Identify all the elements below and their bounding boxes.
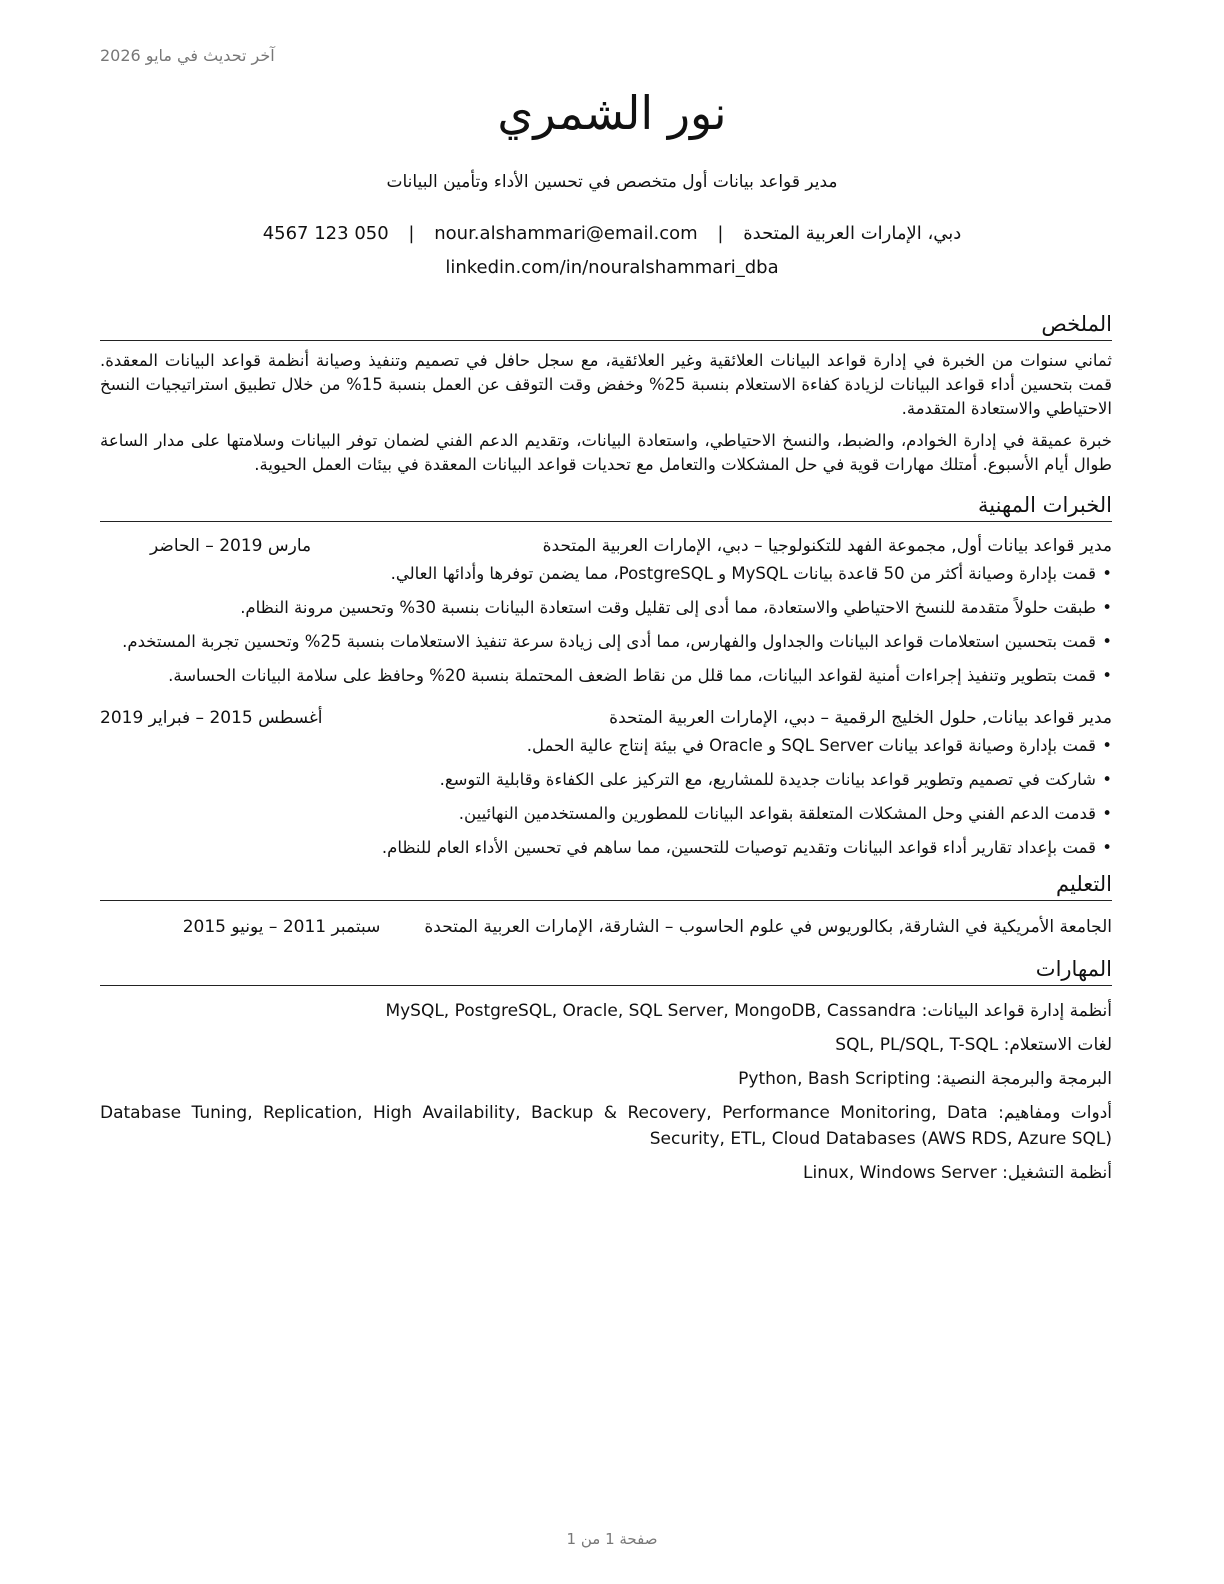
skill-row — [100, 1066, 1112, 1092]
skill-label: أدوات ومفاهيم: — [998, 1103, 1112, 1123]
skill-label: لغات الاستعلام: — [1003, 1035, 1112, 1055]
education-section — [100, 870, 1112, 939]
job-dates: أغسطس 2015 – فبراير 2019 — [100, 708, 323, 728]
contact-location: دبي، الإمارات العربية المتحدة — [743, 223, 962, 244]
skill-value: MySQL, PostgreSQL, Oracle, SQL Server, MongoDB, Cassandra — [385, 1001, 917, 1021]
skill-row — [100, 998, 1112, 1024]
education-degree: الجامعة الأمريكية في الشارقة, بكالوريوس في علوم الحاسوب – الشارقة، الإمارات العربية المتحدة — [424, 917, 1112, 937]
job-title: مدير قواعد بيانات أول, مجموعة الفهد للتكنولوجيا – دبي، الإمارات العربية المتحدة — [542, 536, 1112, 556]
job-bullets — [100, 734, 1112, 860]
contact-line — [0, 223, 1224, 244]
summary-paragraph: خبرة عميقة في إدارة الخوادم، والضبط، والنسخ الاحتياطي، واستعادة البيانات، وتقديم الدعم الفني لضمان توفر البيانات وسلامتها على مدار الساعة طوال أيام الأسبوع. أمتلك مهارات قوية في حل المشكلات والتعامل مع تحديات قواعد البيانات المعقدة في بيئات العمل الحيوية. — [100, 431, 1112, 474]
list-item: • قمت بتطوير وتنفيذ إجراءات أمنية لقواعد البيانات، مما قلل من نقاط الضعف المحتملة بنسبة 20% وحافظ على سلامة البيانات الحساسة. — [119, 664, 1112, 688]
job-header — [100, 534, 1112, 558]
resume-content — [100, 310, 1112, 1194]
skill-row — [100, 1100, 1112, 1152]
contact-separator: | — [717, 223, 724, 244]
skill-row — [100, 1032, 1112, 1058]
list-item: • قمت بإدارة وصيانة قواعد بيانات SQL Server و Oracle في بيئة إنتاج عالية الحمل. — [100, 734, 1112, 758]
skill-label: أنظمة التشغيل: — [1002, 1163, 1112, 1183]
skill-label: أنظمة إدارة قواعد البيانات: — [921, 1001, 1112, 1021]
summary-paragraph: ثماني سنوات من الخبرة في إدارة قواعد البيانات العلائقية وغير العلائقية، مع سجل حافل في تصميم وتنفيذ وصيانة أنظمة قواعد البيانات المعقدة. قمت بتحسين أداء قواعد البيانات لزيادة كفاءة الاستعلام بنسبة 25% وخفض وقت التوقف عن العمل بنسبة 15% من خلال تطبيق استراتيجيات النسخ الاحتياطي والاستعادة المتقدمة. — [100, 351, 1113, 418]
contact-phone: 050 123 4567 — [262, 223, 389, 244]
summary-section — [100, 310, 1112, 477]
skills-section — [100, 955, 1112, 1186]
skill-value: Database Tuning, Replication, High Availability, Backup & Recovery, Performance Monitoring, Data Security, ETL, Cloud Databases (AWS RDS, Azure SQL) — [100, 1103, 1112, 1149]
section-title-skills: المهارات — [100, 955, 1112, 986]
skills-list — [100, 998, 1112, 1186]
education-dates: سبتمبر 2011 – يونيو 2015 — [182, 917, 381, 937]
section-title-experience: الخبرات المهنية — [100, 491, 1112, 522]
job-title: مدير قواعد بيانات, حلول الخليج الرقمية – دبي، الإمارات العربية المتحدة — [609, 708, 1112, 728]
linkedin-link[interactable]: linkedin.com/in/nouralshammari_dba — [445, 257, 779, 278]
job-header — [100, 706, 1112, 730]
candidate-name: نور الشمري — [497, 86, 727, 140]
experience-section — [100, 491, 1112, 860]
candidate-headline: مدير قواعد بيانات أول متخصص في تحسين الأداء وتأمين البيانات — [386, 172, 838, 192]
list-item: • شاركت في تصميم وتطوير قواعد بيانات جديدة للمشاريع، مع التركيز على الكفاءة وقابلية التوسع. — [100, 768, 1112, 792]
job-entry — [100, 706, 1112, 860]
skill-label: البرمجة والبرمجة النصية: — [936, 1069, 1112, 1089]
contact-email[interactable]: nour.alshammari@email.com — [434, 223, 698, 244]
list-item: • قدمت الدعم الفني وحل المشكلات المتعلقة بقواعد البيانات للمطورين والمستخدمين النهائيين. — [100, 802, 1112, 826]
list-item: • قمت بإعداد تقارير أداء قواعد البيانات وتقديم توصيات للتحسين، مما ساهم في تحسين الأداء العام للنظام. — [100, 836, 1112, 860]
skill-value: SQL, PL/SQL, T-SQL — [835, 1035, 999, 1055]
contact-separator: | — [408, 223, 415, 244]
job-entry — [100, 534, 1112, 688]
last-updated: آخر تحديث في مايو 2026 — [100, 46, 275, 65]
education-entry — [100, 915, 1112, 939]
list-item: • قمت بتحسين استعلامات قواعد البيانات والجداول والفهارس، مما أدى إلى زيادة سرعة تنفيذ الاستعلامات بنسبة 25% وتحسين تجربة المستخدم. — [119, 630, 1112, 654]
skill-row — [100, 1160, 1112, 1186]
section-title-education: التعليم — [100, 870, 1112, 901]
list-item: • طبقت حلولاً متقدمة للنسخ الاحتياطي والاستعادة، مما أدى إلى تقليل وقت استعادة البيانات بنسبة 30% وتحسين مرونة النظام. — [119, 596, 1112, 620]
section-title-summary: الملخص — [100, 310, 1112, 341]
list-item: • قمت بإدارة وصيانة أكثر من 50 قاعدة بيانات MySQL و PostgreSQL، مما يضمن توفرها وأدائها العالي. — [119, 562, 1112, 586]
page-number: صفحة 1 من 1 — [566, 1530, 658, 1548]
job-bullets — [100, 562, 1112, 688]
skill-value: Python, Bash Scripting — [738, 1069, 931, 1089]
skill-value: Linux, Windows Server — [803, 1163, 997, 1183]
job-dates: مارس 2019 – الحاضر — [150, 536, 312, 556]
